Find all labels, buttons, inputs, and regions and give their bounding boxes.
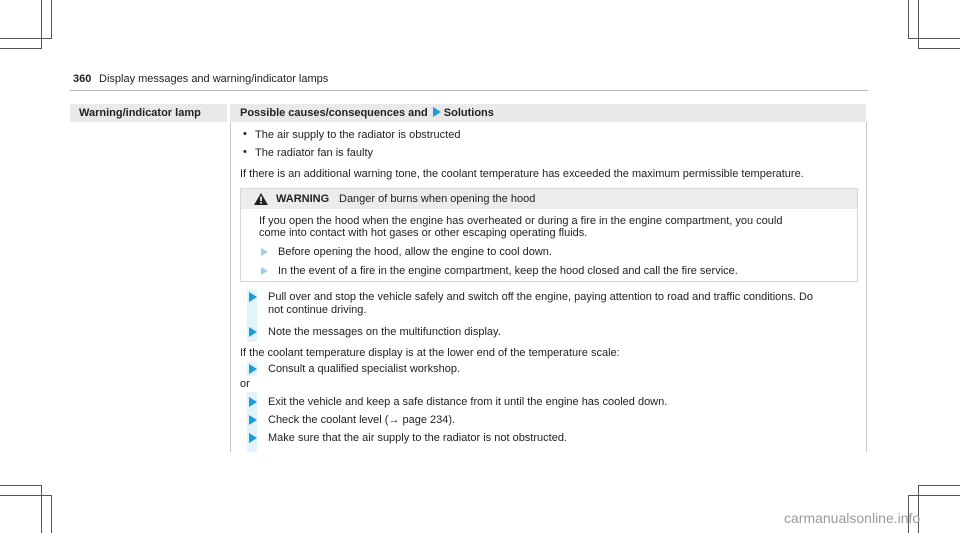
crop-mark bbox=[0, 38, 52, 39]
step-arrow-icon bbox=[261, 267, 268, 275]
intro-text: If there is an additional warning tone, the coolant temperature has exceeded the maximum permissible temperature. bbox=[240, 168, 804, 180]
bullet-icon: • bbox=[243, 146, 247, 158]
page-ref-link[interactable]: page 234). bbox=[402, 414, 456, 426]
step-arrow-icon bbox=[249, 327, 257, 337]
column-header-causes-label: Possible causes/consequences and bbox=[240, 107, 428, 119]
step-text: Make sure that the air supply to the radiator is not obstructed. bbox=[268, 432, 567, 444]
warning-step: Before opening the hood, allow the engine to cool down. bbox=[278, 246, 552, 258]
step-arrow-icon bbox=[249, 364, 257, 374]
warning-title: Danger of burns when opening the hood bbox=[339, 193, 536, 205]
header-divider bbox=[70, 90, 868, 91]
crop-mark bbox=[918, 48, 960, 49]
warning-label: WARNING bbox=[276, 193, 330, 205]
crop-mark bbox=[0, 485, 42, 486]
warning-body-line: come into contact with hot gases or other escaping operating fluids. bbox=[259, 227, 588, 239]
cause-item: The air supply to the radiator is obstructed bbox=[255, 129, 461, 141]
page-ref-arrow-icon: → bbox=[388, 414, 400, 426]
bullet-icon: • bbox=[243, 128, 247, 140]
column-divider bbox=[230, 122, 231, 452]
warning-step: In the event of a fire in the engine compartment, keep the hood closed and call the fire service. bbox=[278, 265, 738, 277]
condition-text: If the coolant temperature display is at the lower end of the temperature scale: bbox=[240, 347, 620, 359]
column-header-lamp bbox=[70, 104, 227, 122]
step-text: Pull over and stop the vehicle safely and switch off the engine, paying attention to road and traffic conditions. Do bbox=[268, 291, 814, 303]
step-text: Exit the vehicle and keep a safe distance from it until the engine has cooled down. bbox=[268, 396, 668, 408]
step-arrow-icon bbox=[249, 397, 257, 407]
crop-mark bbox=[918, 485, 960, 486]
column-header-causes bbox=[230, 104, 866, 122]
check-step-before: Check the coolant level ( bbox=[268, 414, 389, 426]
step-text: not continue driving. bbox=[268, 304, 367, 316]
step-text bbox=[268, 414, 455, 426]
warning-box-header bbox=[241, 189, 857, 209]
crop-mark bbox=[908, 495, 960, 496]
cause-item: The radiator fan is faulty bbox=[255, 147, 374, 159]
crop-mark bbox=[41, 485, 42, 533]
or-text: or bbox=[240, 378, 250, 390]
crop-mark bbox=[0, 48, 42, 49]
crop-mark bbox=[918, 0, 919, 48]
step-arrow-icon bbox=[249, 292, 257, 302]
warning-box bbox=[240, 188, 858, 282]
step-text: Note the messages on the multifunction display. bbox=[268, 326, 501, 338]
step-text: Consult a qualified specialist workshop. bbox=[268, 363, 460, 375]
column-header-solutions-label: Solutions bbox=[443, 107, 494, 119]
crop-mark bbox=[41, 0, 42, 48]
crop-mark bbox=[0, 495, 52, 496]
crop-mark bbox=[51, 0, 52, 38]
step-arrow-icon bbox=[261, 248, 268, 256]
page-title: Display messages and warning/indicator lamps bbox=[99, 73, 329, 85]
page-number: 360 bbox=[73, 73, 92, 85]
solutions-arrow-icon bbox=[433, 107, 441, 117]
watermark: carmanualsonline.info bbox=[784, 510, 921, 526]
table-right-border bbox=[866, 122, 867, 452]
step-arrow-icon bbox=[249, 415, 257, 425]
warning-body-line: If you open the hood when the engine has overheated or during a fire in the engine compartment, you could bbox=[259, 215, 783, 227]
warning-triangle-icon bbox=[254, 193, 268, 205]
crop-mark bbox=[908, 38, 960, 39]
crop-mark bbox=[908, 0, 909, 38]
column-header-lamp-label: Warning/indicator lamp bbox=[79, 107, 201, 119]
crop-mark bbox=[51, 495, 52, 533]
step-arrow-icon bbox=[249, 433, 257, 443]
